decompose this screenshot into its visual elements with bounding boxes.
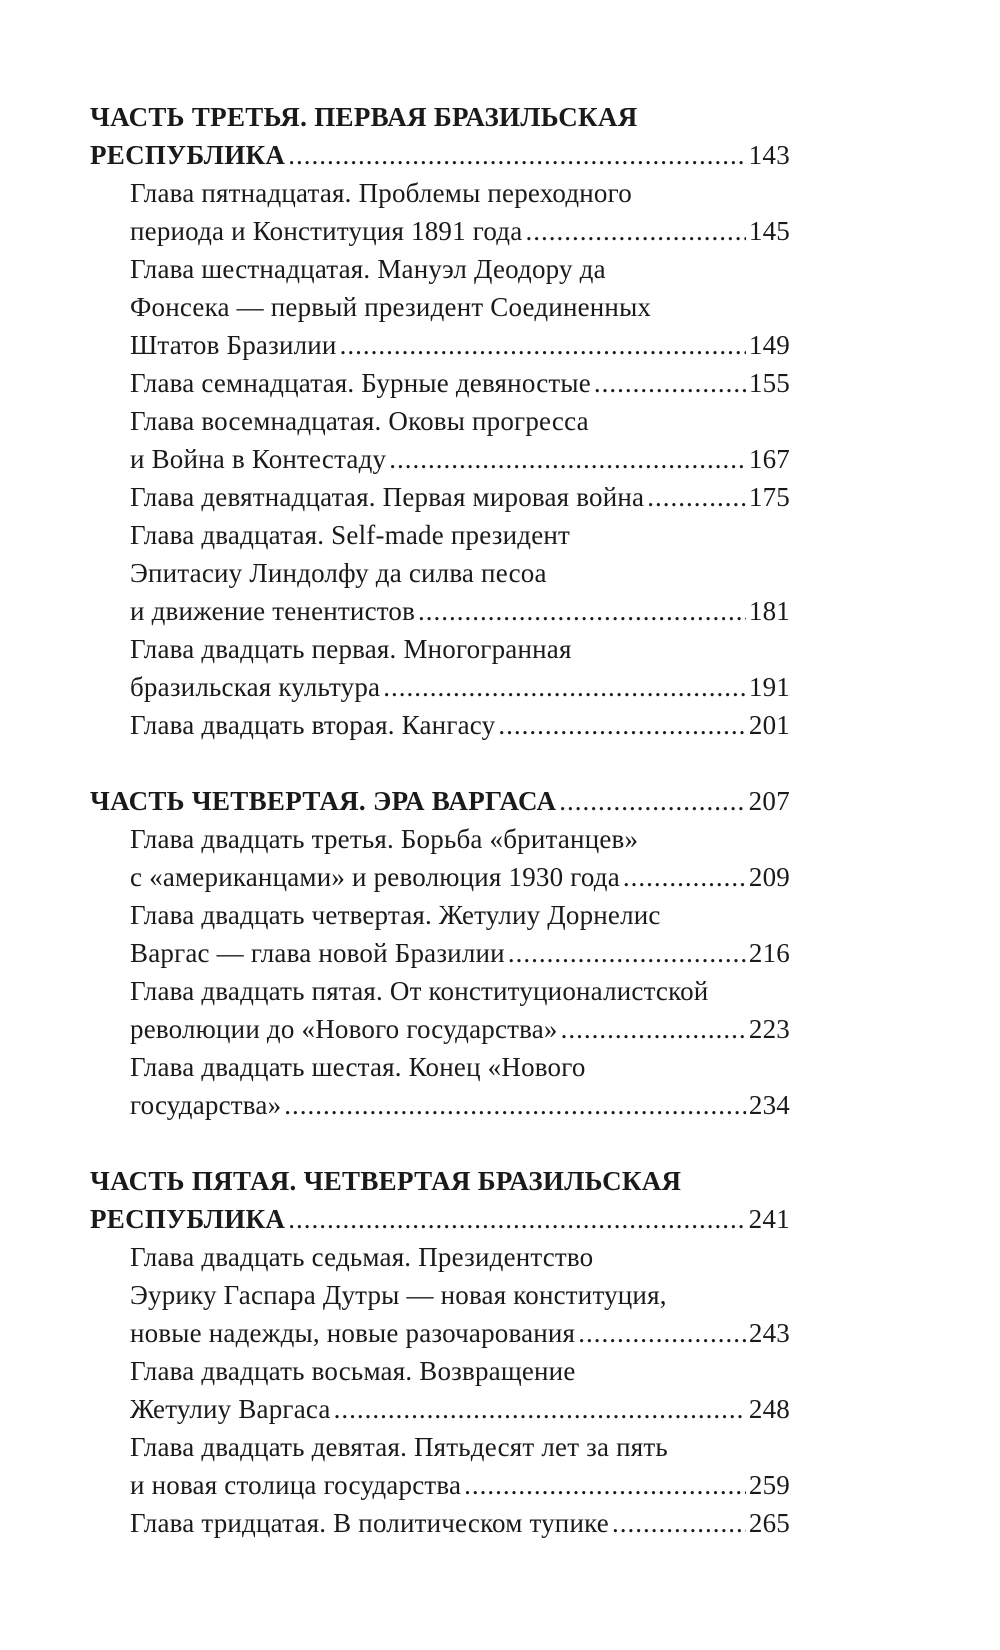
chapter-title-line: [90, 1086, 790, 1124]
chapter-title-line: [90, 402, 790, 440]
chapter-title-text: с «американцами» и революция 1930 года: [130, 862, 620, 892]
chapter-title-line: [90, 858, 790, 896]
page-number: 191: [748, 672, 790, 702]
chapter-title-text: бразильская культура: [130, 672, 381, 702]
chapter-title-text: новые надежды, новые разочарования: [130, 1318, 576, 1348]
part-title-text: РЕСПУБЛИКА: [90, 1204, 286, 1234]
chapter-title-line: [90, 174, 790, 212]
page-number: 181: [748, 596, 790, 626]
dot-leader: [418, 592, 746, 630]
toc-chapter-entry: [90, 1352, 790, 1428]
chapter-title-text: Глава двадцать седьмая. Президентство: [130, 1242, 594, 1272]
toc-chapter-entry: [90, 972, 790, 1048]
chapter-title-text: Глава двадцать третья. Борьба «британцев»: [130, 824, 639, 854]
part-title-text: ЧАСТЬ ЧЕТВЕРТАЯ. ЭРА ВАРГАСА: [90, 786, 557, 816]
chapter-title-line: [90, 516, 790, 554]
toc-chapter-entry: [90, 1238, 790, 1352]
part-title-line: [90, 782, 790, 820]
chapter-title-text: Эурику Гаспара Дутры — новая конституция,: [130, 1280, 667, 1310]
toc-chapter-entry: [90, 174, 790, 250]
page-number: 143: [748, 140, 790, 170]
chapter-title-line: [90, 896, 790, 934]
chapter-title-text: Глава двадцать четвертая. Жетулиу Дорнелис: [130, 900, 661, 930]
toc-part: [90, 98, 790, 744]
chapter-title-text: Эпитасиу Линдолфу да силва песоа: [130, 558, 547, 588]
part-title-line: [90, 1162, 790, 1200]
toc-chapter-entry: [90, 402, 790, 478]
dot-leader: [383, 668, 746, 706]
dot-leader: [498, 706, 746, 744]
chapter-title-line: [90, 1466, 790, 1504]
dot-leader: [288, 1200, 745, 1238]
chapter-title-text: Глава семнадцатая. Бурные девяностые: [130, 368, 591, 398]
chapter-title-text: Варгас — глава новой Бразилии: [130, 938, 505, 968]
chapter-title-line: [90, 554, 790, 592]
page-number: 241: [748, 1204, 790, 1234]
part-title-text: ЧАСТЬ ПЯТАЯ. ЧЕТВЕРТАЯ БРАЗИЛЬСКАЯ: [90, 1166, 682, 1196]
part-title-line: [90, 136, 790, 174]
chapter-title-text: Фонсека — первый президент Соединенных: [130, 292, 652, 322]
part-title-line: [90, 98, 790, 136]
chapter-title-line: [90, 326, 790, 364]
chapter-title-line: [90, 1390, 790, 1428]
chapter-title-line: [90, 1314, 790, 1352]
dot-leader: [612, 1504, 746, 1542]
chapter-title-text: Глава тридцатая. В политическом тупике: [130, 1508, 609, 1538]
dot-leader: [334, 1390, 746, 1428]
part-title-text: ЧАСТЬ ТРЕТЬЯ. ПЕРВАЯ БРАЗИЛЬСКАЯ: [90, 102, 638, 132]
page-number: 223: [748, 1014, 790, 1044]
part-title-text: РЕСПУБЛИКА: [90, 140, 286, 170]
page-number: 216: [748, 938, 790, 968]
dot-leader: [284, 1086, 746, 1124]
toc-chapter-entry: [90, 706, 790, 744]
page-number: 265: [748, 1508, 790, 1538]
table-of-contents: [90, 98, 790, 1542]
chapter-title-text: Глава пятнадцатая. Проблемы переходного: [130, 178, 632, 208]
page-number: 259: [748, 1470, 790, 1500]
chapter-title-text: Глава девятнадцатая. Первая мировая война: [130, 482, 645, 512]
chapter-title-line: [90, 592, 790, 630]
dot-leader: [578, 1314, 746, 1352]
chapter-title-text: Глава восемнадцатая. Оковы прогресса: [130, 406, 589, 436]
chapter-title-line: [90, 1504, 790, 1542]
chapter-title-line: [90, 630, 790, 668]
toc-part: [90, 1162, 790, 1542]
chapter-title-text: Глава двадцать восьмая. Возвращение: [130, 1356, 576, 1386]
dot-leader: [508, 934, 746, 972]
dot-leader: [623, 858, 746, 896]
dot-leader: [561, 1010, 746, 1048]
chapter-title-text: Глава двадцать первая. Многогранная: [130, 634, 572, 664]
dot-leader: [647, 478, 746, 516]
page-number: 207: [748, 786, 790, 816]
page-number: 149: [748, 330, 790, 360]
page-number: 248: [748, 1394, 790, 1424]
page-number: 234: [748, 1090, 790, 1120]
page-number: 209: [748, 862, 790, 892]
chapter-title-text: и Война в Контестаду: [130, 444, 387, 474]
page-number: 243: [748, 1318, 790, 1348]
chapter-title-text: Глава шестнадцатая. Мануэл Деодору да: [130, 254, 606, 284]
chapter-title-line: [90, 250, 790, 288]
toc-chapter-entry: [90, 516, 790, 630]
chapter-title-line: [90, 288, 790, 326]
chapter-title-text: периода и Конституция 1891 года: [130, 216, 523, 246]
chapter-title-text: государства»: [130, 1090, 282, 1120]
dot-leader: [559, 782, 745, 820]
chapter-title-line: [90, 820, 790, 858]
page-number: 175: [748, 482, 790, 512]
toc-chapter-entry: [90, 1428, 790, 1504]
chapter-title-line: [90, 212, 790, 250]
toc-chapter-entry: [90, 250, 790, 364]
dot-leader: [340, 326, 746, 364]
part-title-line: [90, 1200, 790, 1238]
chapter-title-text: Глава двадцать девятая. Пятьдесят лет за пять: [130, 1432, 668, 1462]
chapter-title-text: Жетулиу Варгаса: [130, 1394, 331, 1424]
page-number: 145: [748, 216, 790, 246]
toc-chapter-entry: [90, 478, 790, 516]
chapter-title-line: [90, 1428, 790, 1466]
chapter-title-text: Глава двадцать вторая. Кангасу: [130, 710, 496, 740]
chapter-title-text: Глава двадцать пятая. От конституционалистской: [130, 976, 709, 1006]
dot-leader: [525, 212, 745, 250]
toc-chapter-entry: [90, 1504, 790, 1542]
chapter-title-text: и новая столица государства: [130, 1470, 462, 1500]
chapter-title-line: [90, 1010, 790, 1048]
chapter-title-line: [90, 934, 790, 972]
chapter-title-line: [90, 706, 790, 744]
toc-chapter-entry: [90, 820, 790, 896]
page-number: 201: [748, 710, 790, 740]
chapter-title-line: [90, 364, 790, 402]
chapter-title-line: [90, 1238, 790, 1276]
chapter-title-text: Глава двадцать шестая. Конец «Нового: [130, 1052, 586, 1082]
chapter-title-line: [90, 440, 790, 478]
chapter-title-text: революции до «Нового государства»: [130, 1014, 558, 1044]
chapter-title-line: [90, 1352, 790, 1390]
chapter-title-text: Штатов Бразилии: [130, 330, 337, 360]
chapter-title-text: и движение тенентистов: [130, 596, 416, 626]
toc-chapter-entry: [90, 630, 790, 706]
chapter-title-text: Глава двадцатая. Self-made президент: [130, 520, 571, 550]
toc-chapter-entry: [90, 364, 790, 402]
toc-chapter-entry: [90, 896, 790, 972]
page-number: 167: [748, 444, 790, 474]
dot-leader: [389, 440, 746, 478]
page-number: 155: [748, 368, 790, 398]
dot-leader: [288, 136, 745, 174]
chapter-title-line: [90, 668, 790, 706]
dot-leader: [464, 1466, 746, 1504]
chapter-title-line: [90, 478, 790, 516]
chapter-title-line: [90, 1276, 790, 1314]
chapter-title-line: [90, 1048, 790, 1086]
chapter-title-line: [90, 972, 790, 1010]
toc-chapter-entry: [90, 1048, 790, 1124]
toc-part: [90, 782, 790, 1124]
dot-leader: [594, 364, 746, 402]
